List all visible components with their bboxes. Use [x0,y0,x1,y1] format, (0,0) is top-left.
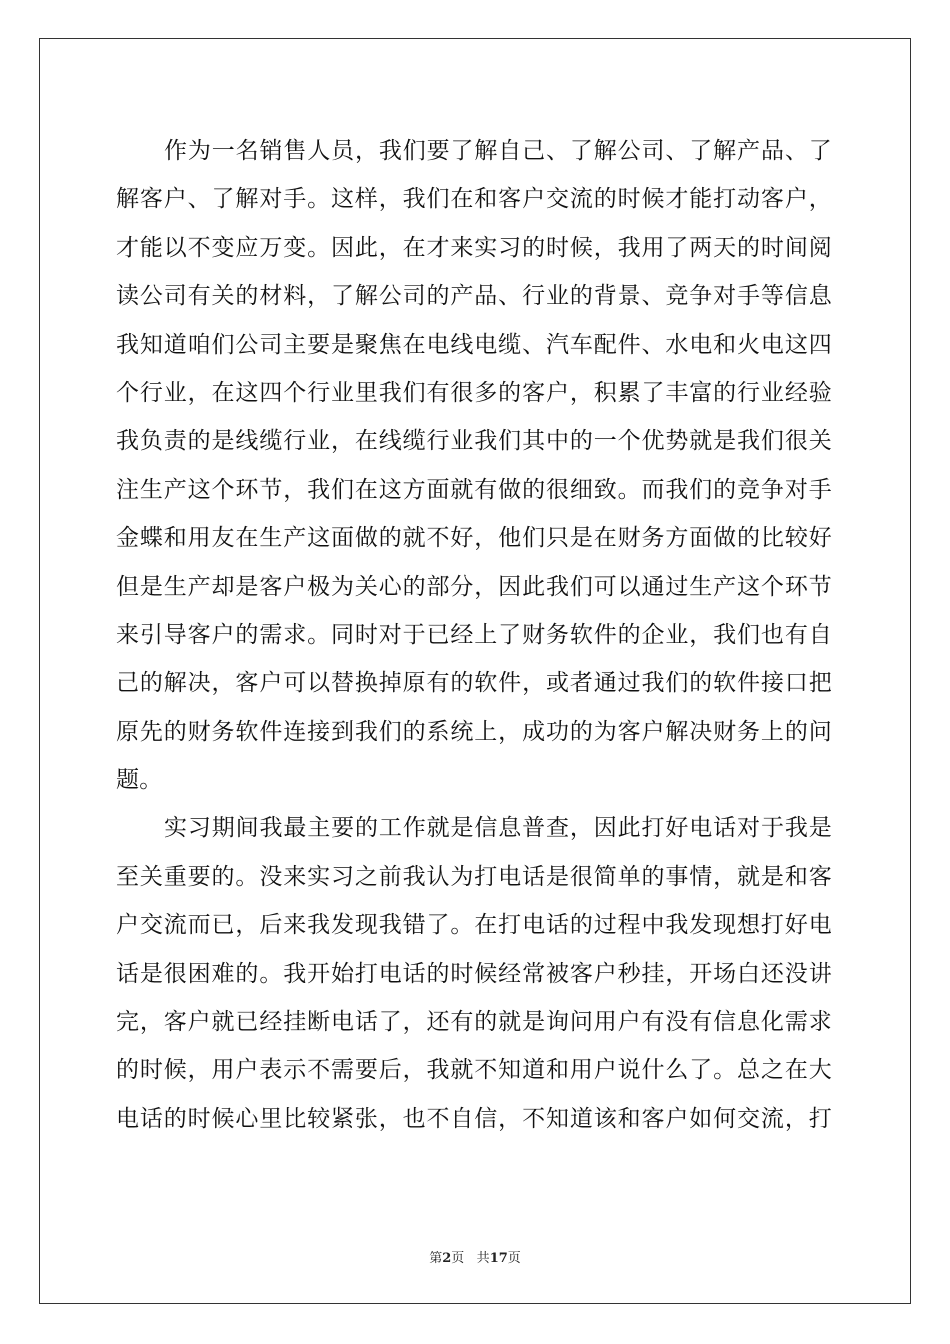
total-pages: 17 [489,1251,508,1266]
page-suffix: 页 [451,1251,465,1266]
paragraph-line: 作为一名销售人员，我们要了解自己、了解公司、了解产品、了 [164,138,832,164]
page-number: 2 [442,1251,452,1266]
paragraph-line: 实习期间我最主要的工作就是信息普查，因此打好电话对于我是 [164,815,832,842]
paragraph-line: 我负责的是线缆行业，在线缆行业我们其中的一个优势就是我们很关 [116,428,832,455]
total-prefix: 共 [476,1251,490,1266]
paragraph-line: 至关重要的。没来实习之前我认为打电话是很简单的事情，就是和客 [116,863,832,890]
paragraph-line: 读公司有关的材料，了解公司的产品、行业的背景、竞争对手等信息 [116,283,832,310]
page-prefix: 第 [429,1251,443,1266]
paragraph-line: 注生产这个环节，我们在这方面就有做的很细致。而我们的竞争对手 [116,476,832,503]
paragraph-line: 但是生产却是客户极为关心的部分，因此我们可以通过生产这个环节 [116,573,832,600]
page-footer [0,1247,950,1266]
paragraph-line: 题。 [116,767,163,794]
paragraph-line: 才能以不变应万变。因此，在才来实习的时候，我用了两天的时间阅 [116,234,832,261]
document-body [116,127,832,1143]
paragraph-line: 解客户、了解对手。这样，我们在和客户交流的时候才能打动客户， [116,186,832,213]
paragraph-line: 户交流而已，后来我发现我错了。在打电话的过程中我发现想打好电 [116,912,832,939]
paragraph-line: 话是很困难的。我开始打电话的时候经常被客户秒挂，开场白还没讲 [116,960,832,987]
paragraph-line: 电话的时候心里比较紧张，也不自信，不知道该和客户如何交流，打 [116,1105,832,1132]
paragraph-line: 己的解决，客户可以替换掉原有的软件，或者通过我们的软件接口把 [116,670,832,697]
paragraph-line: 来引导客户的需求。同时对于已经上了财务软件的企业，我们也有自 [116,621,832,648]
paragraph-line: 的时候，用户表示不需要后，我就不知道和用户说什么了。总之在大 [116,1057,832,1084]
paragraph-line: 完，客户就已经挂断电话了，还有的就是询问用户有没有信息化需求 [116,1009,832,1036]
paragraph-line: 我知道咱们公司主要是聚焦在电线电缆、汽车配件、水电和火电这四 [116,331,832,358]
paragraph-line: 金蝶和用友在生产这面做的就不好，他们只是在财务方面做的比较好 [116,525,832,552]
paragraph-line: 原先的财务软件连接到我们的系统上，成功的为客户解决财务上的问 [116,718,832,745]
total-suffix: 页 [507,1251,521,1266]
paragraph-line: 个行业，在这四个行业里我们有很多的客户，积累了丰富的行业经验 [116,379,832,406]
